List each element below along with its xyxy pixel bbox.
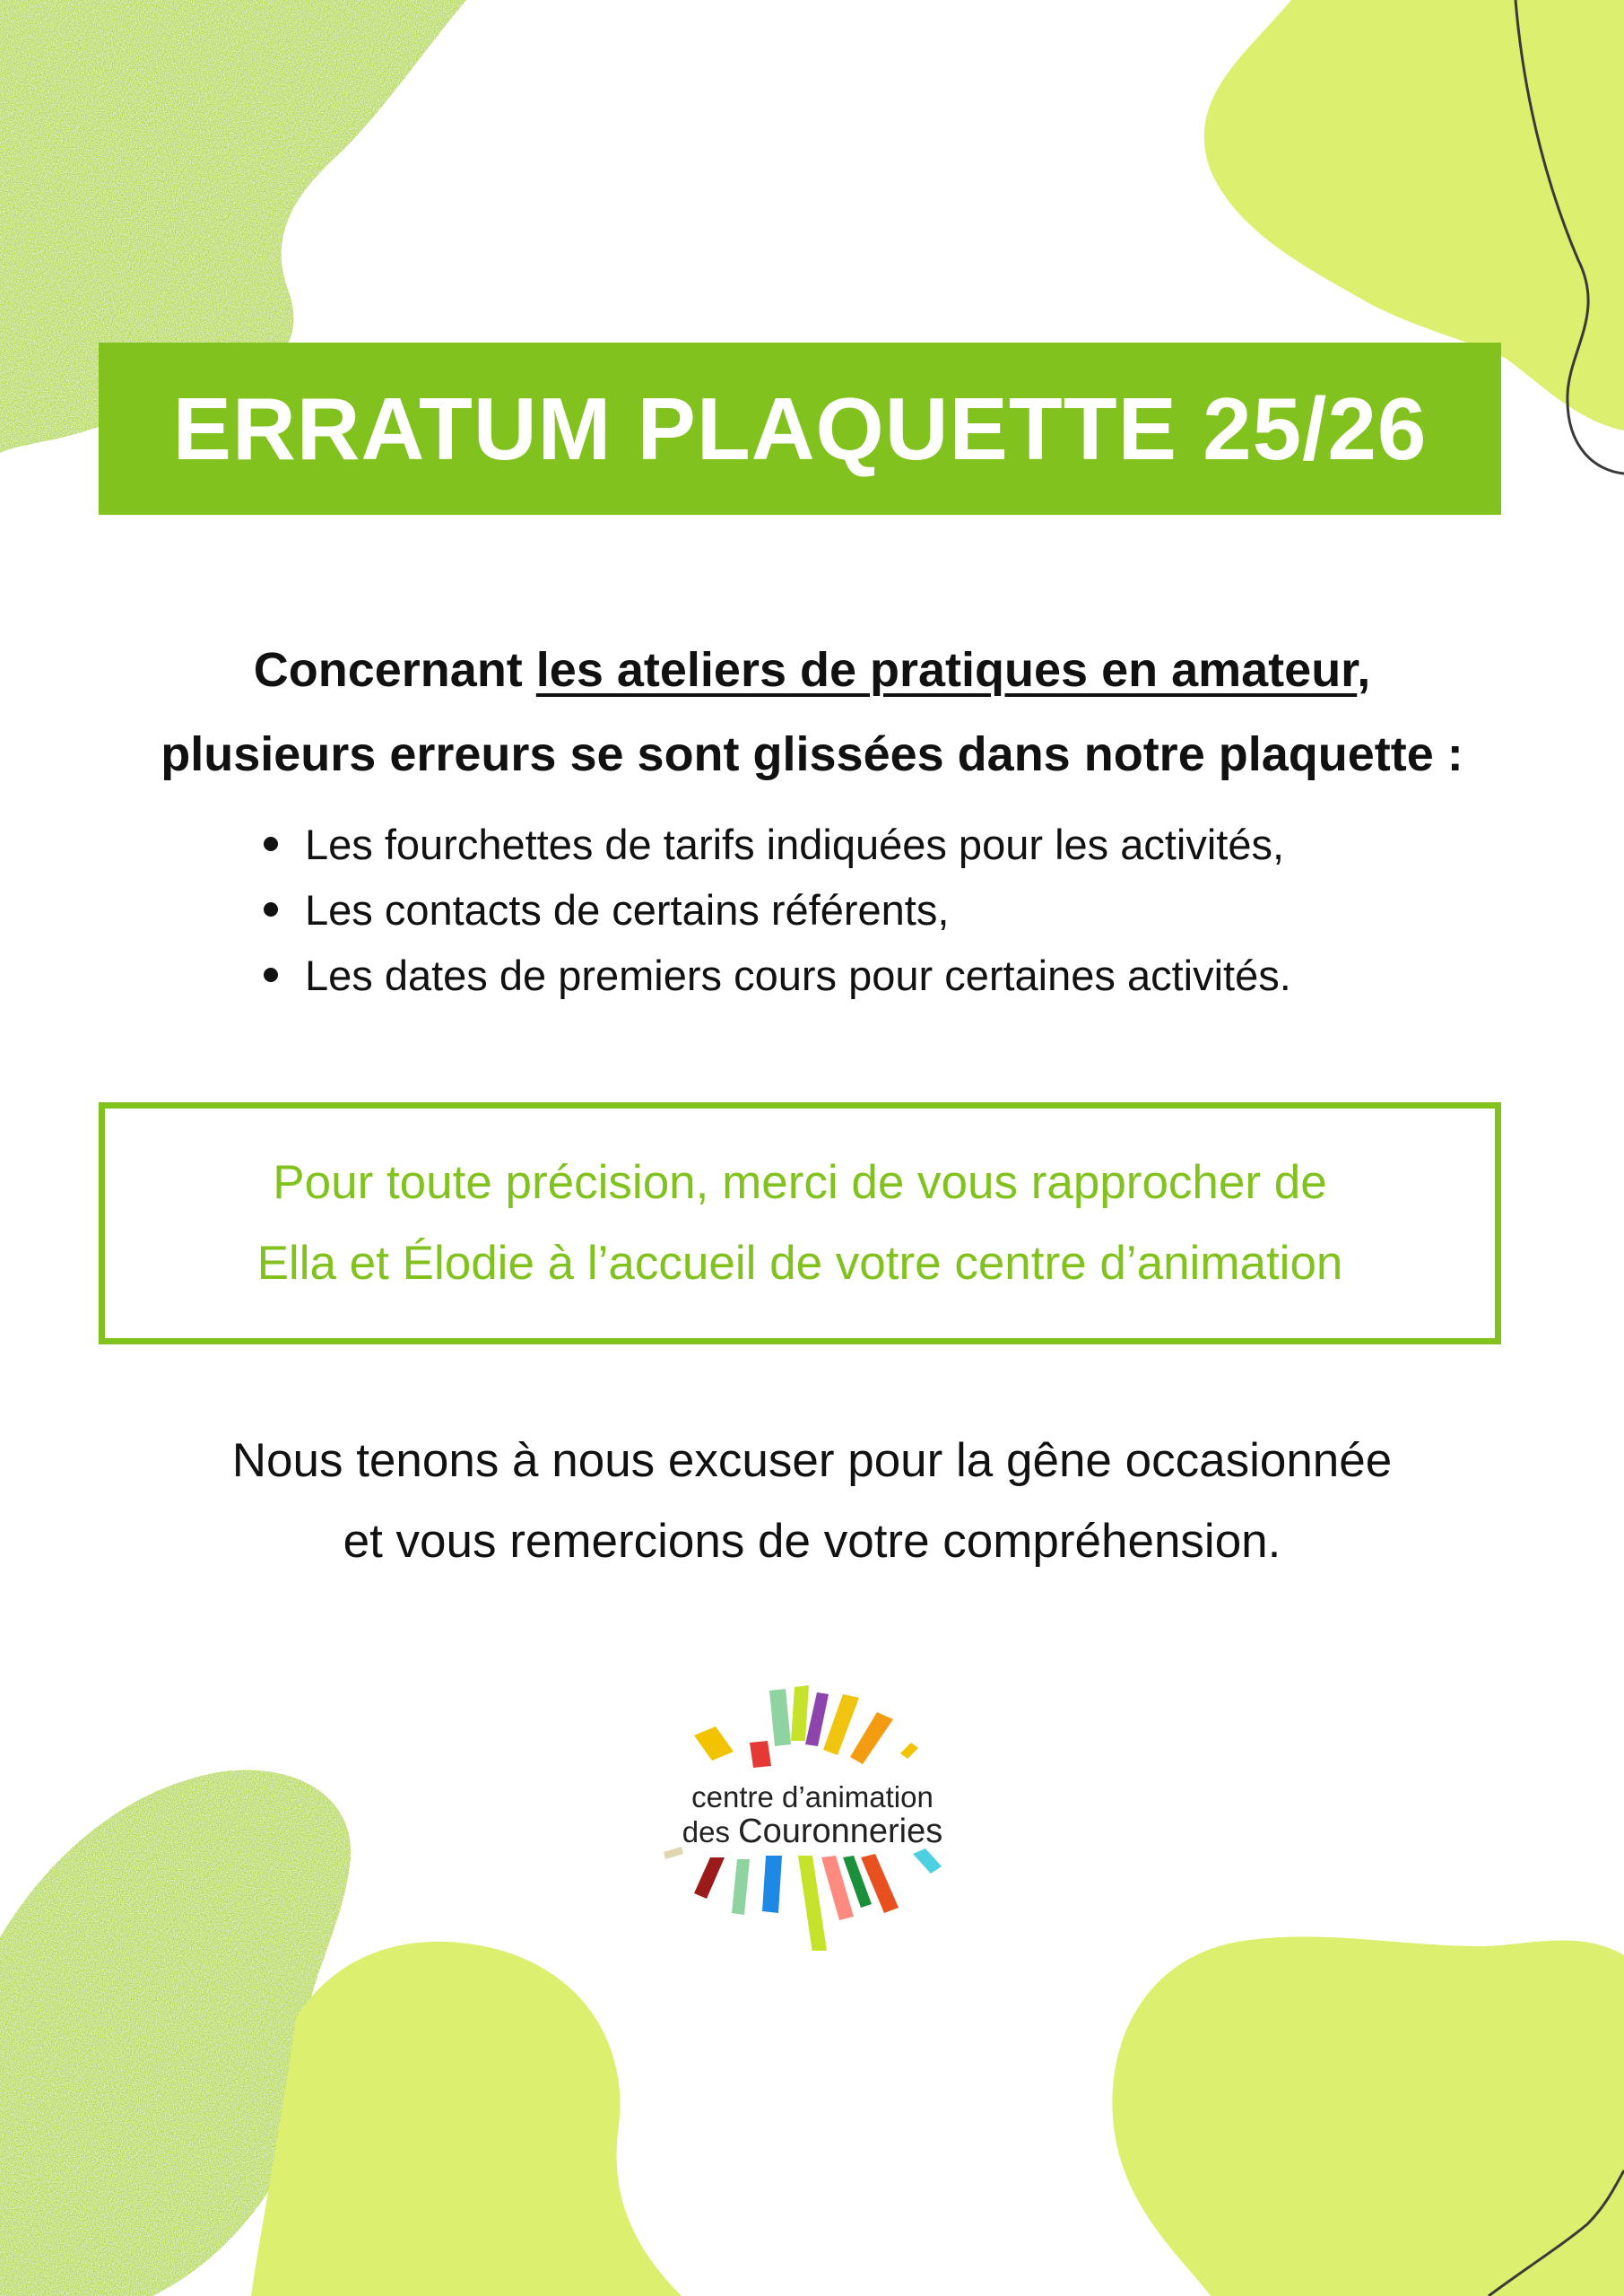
closing-apology [81, 1421, 1543, 1582]
intro-statement [81, 628, 1543, 796]
notice-line-1: Pour toute précision, merci de vous rapprocher de [273, 1156, 1327, 1209]
closing-line-1: Nous tenons à nous excuser pour la gêne occasionnée [231, 1434, 1393, 1487]
errors-list [260, 812, 1426, 1008]
list-item: Les dates de premiers cours pour certaines activités. [260, 943, 1426, 1008]
intro-suffix: , [1357, 643, 1371, 697]
intro-line-2: plusieurs erreurs se sont glissées dans notre plaquette : [161, 727, 1463, 781]
title-banner [99, 343, 1501, 515]
intro-prefix: Concernant [253, 643, 536, 697]
bullet-icon [264, 968, 278, 982]
bullet-icon [264, 902, 278, 917]
bullet-icon [264, 837, 278, 851]
list-item: Les contacts de certains référents, [260, 877, 1426, 943]
notice-line-2: Ella et Élodie à l’accueil de votre centre d’animation [256, 1237, 1343, 1290]
logo-line-1: centre d’animation [691, 1780, 934, 1813]
list-item: Les fourchettes de tarifs indiquées pour les activités, [260, 812, 1426, 877]
centre-logo [651, 1682, 974, 1951]
closing-line-2: et vous remercions de votre compréhension. [343, 1515, 1281, 1568]
logo-line-2: des Couronneries [682, 1813, 943, 1850]
logo-wordmark [651, 1780, 974, 1849]
contact-notice-box [99, 1102, 1501, 1344]
blob-bottom-right [1112, 1936, 1624, 2296]
page-title: ERRATUM PLAQUETTE 25/26 [172, 378, 1428, 478]
intro-underlined-topic: les ateliers de pratiques en amateur [535, 643, 1358, 697]
blob-bottom-left-light [251, 1942, 682, 2296]
intro-line-1 [81, 628, 1543, 712]
